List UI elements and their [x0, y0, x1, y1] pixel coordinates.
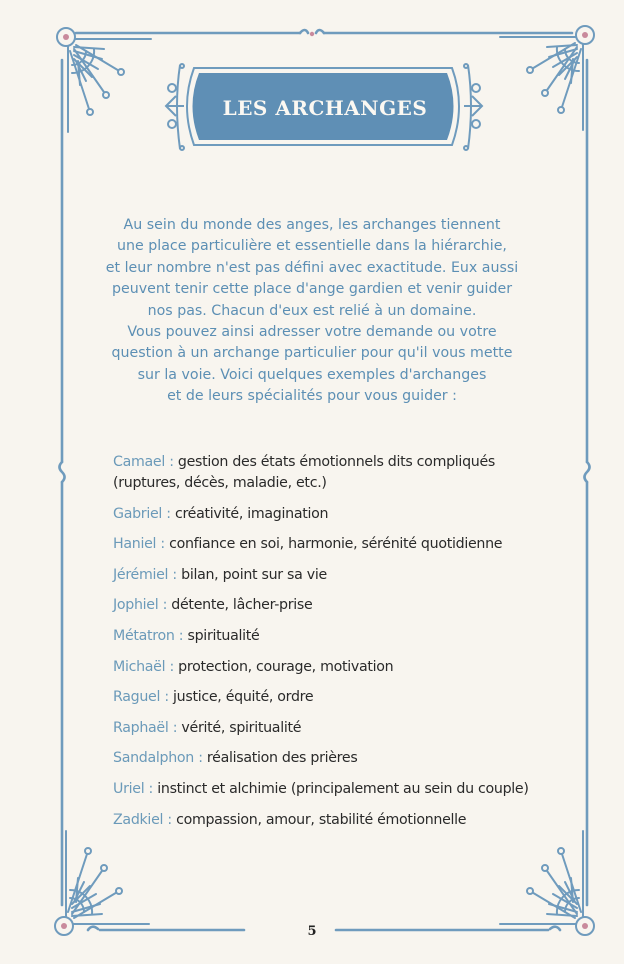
- intro-line: question à un archange particulier pour qu'il vous mette: [111, 345, 513, 362]
- archangel-name: Zadkiel :: [113, 811, 172, 828]
- archangel-name: Raphaël :: [113, 719, 178, 736]
- page-title: LES ARCHANGES: [222, 95, 428, 120]
- book-page: LES ARCHANGES Au sein du monde des anges, les archanges tiennent une place particulière et essentielle dans la hiérarchie, et leur nombre n'est pas défini avec exactitude. Eux aussi peuvent tenir cette place d'ange gardien et venir guider nos pas. Chacun d'eux est relié à un domaine. Vous pouvez ainsi adresser votre demande ou votre question à un archange particulier pour qu'il vous mette sur la voie. Voici quelques exemples d'archanges et de leurs spécialités pour vous guider : Camael : gestion des états émotionnels dits compliqués (ruptures, décès, maladie, etc.) Gabriel : créativité, imagination Haniel : confiance en soi, harmonie, sérénité quotidienne Jérémiel : bilan, point sur sa vie Jophiel : détente, lâcher-prise Métatron : spiritualité Michaël : protection, courage, motivation Raguel : justice, équité, ordre Raphaël : vérité, spiritualité Sandalphon : réalisation des prières Uriel : instinct et alchimie (principalement au sein du couple) Zadkiel : compassion, amour, stabilité émotionnelle 5: [0, 0, 624, 964]
- archangel-domain: vérité, spiritualité: [181, 719, 302, 736]
- archangel-domain: justice, équité, ordre: [173, 689, 314, 706]
- archangel-name: Camael :: [113, 454, 174, 470]
- list-item: [113, 810, 553, 831]
- archangel-name: Raguel :: [113, 689, 169, 706]
- archangel-name: Uriel :: [113, 780, 154, 797]
- archangel-name: Gabriel :: [113, 505, 171, 522]
- list-item: [113, 504, 553, 525]
- archangel-domain: réalisation des prières: [206, 750, 358, 767]
- list-item: [113, 595, 553, 616]
- intro-line: une place particulière et essentielle dans la hiérarchie,: [117, 238, 507, 255]
- list-item: [113, 687, 553, 708]
- intro-line: sur la voie. Voici quelques exemples d'archanges: [137, 366, 487, 383]
- list-item: [113, 748, 553, 769]
- archangel-name: Haniel :: [113, 536, 165, 553]
- title-banner: [200, 73, 450, 142]
- archangel-list: [113, 452, 553, 840]
- list-item: [113, 534, 553, 555]
- archangel-name: Jérémiel :: [113, 566, 177, 583]
- list-item: [113, 565, 553, 586]
- list-item: [113, 657, 553, 678]
- archangel-domain: gestion des états émotionnels dits compliqués (ruptures, décès, maladie, etc.): [113, 454, 495, 491]
- list-item: [113, 779, 553, 800]
- list-item: [113, 452, 553, 494]
- archangel-name: Sandalphon :: [113, 750, 203, 767]
- archangel-name: Jophiel :: [113, 597, 168, 614]
- archangel-domain: instinct et alchimie (principalement au sein du couple): [157, 780, 529, 797]
- intro-line: peuvent tenir cette place d'ange gardien et venir guider: [111, 281, 513, 298]
- archangel-domain: protection, courage, motivation: [178, 658, 394, 675]
- archangel-name: Michaël :: [113, 658, 174, 675]
- intro-line: Vous pouvez ainsi adresser votre demande ou votre: [127, 324, 497, 341]
- archangel-domain: détente, lâcher-prise: [171, 597, 313, 614]
- intro-line: Au sein du monde des anges, les archanges tiennent: [123, 217, 501, 233]
- intro-paragraph: [100, 215, 524, 408]
- archangel-domain: bilan, point sur sa vie: [181, 566, 327, 583]
- intro-line: nos pas. Chacun d'eux est relié à un domaine.: [147, 302, 477, 319]
- archangel-domain: spiritualité: [187, 627, 260, 644]
- intro-line: et leur nombre n'est pas défini avec exactitude. Eux aussi: [105, 259, 519, 276]
- archangel-domain: créativité, imagination: [174, 505, 329, 522]
- archangel-domain: compassion, amour, stabilité émotionnelle: [176, 811, 467, 828]
- archangel-domain: confiance en soi, harmonie, sérénité quotidienne: [169, 536, 503, 553]
- archangel-name: Métatron :: [113, 627, 184, 644]
- list-item: [113, 718, 553, 739]
- intro-line: et de leurs spécialités pour vous guider :: [167, 388, 457, 405]
- list-item: [113, 626, 553, 647]
